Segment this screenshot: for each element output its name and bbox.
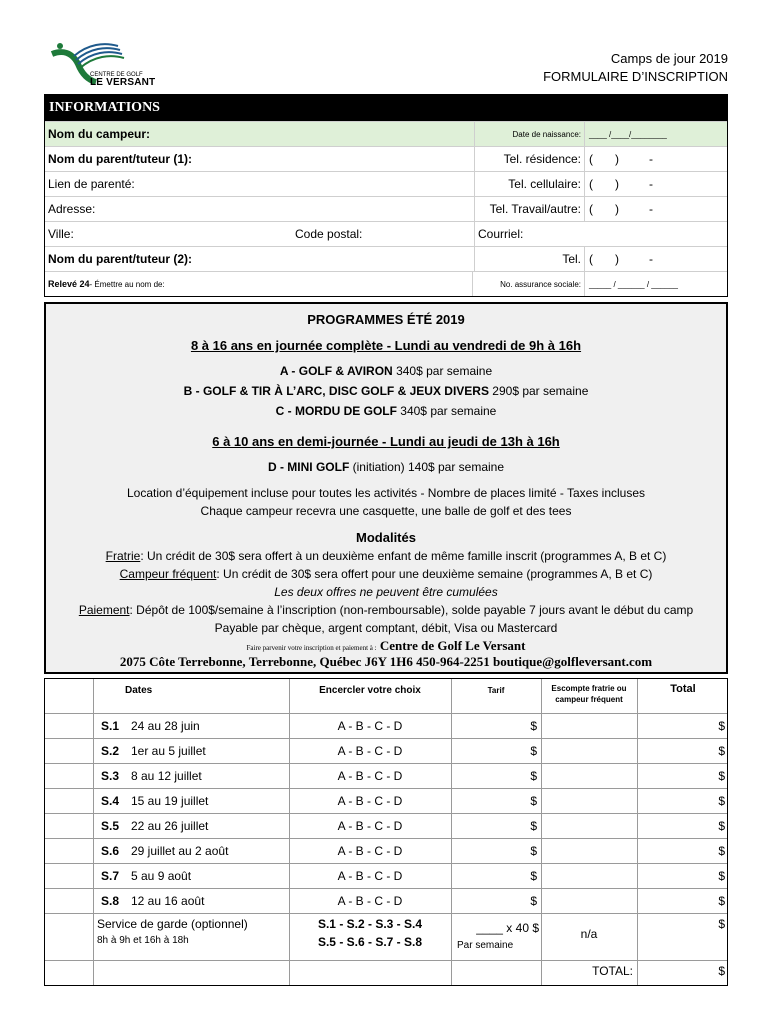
relation-row <box>45 171 727 196</box>
phone-dash: - <box>649 177 653 191</box>
tel-residence-label: Tel. résidence: <box>475 147 585 171</box>
week-code: S.5 <box>101 819 120 833</box>
payment-note <box>46 603 726 617</box>
phone-close-paren: ) <box>615 152 619 166</box>
week-dates: 1er au 5 juillet <box>131 744 206 758</box>
equipment-note: Location d’équipement incluse pour toutes les activités - Nombre de places limité - Taxes incluses <box>126 486 646 500</box>
address-row <box>45 196 727 221</box>
week-tarif[interactable]: $ <box>530 719 537 733</box>
sin-field[interactable]: _____ / ______ / ______ <box>589 279 678 289</box>
week-dates: 22 au 26 juillet <box>131 819 209 833</box>
program-choice[interactable]: A - B - C - D <box>337 719 403 733</box>
program-b <box>46 384 726 398</box>
frequent-note <box>46 567 726 581</box>
grand-total[interactable]: $ <box>718 964 725 978</box>
week-code: S.6 <box>101 844 120 858</box>
birth-date-field[interactable]: ____ /____/________ <box>589 129 667 139</box>
week-total[interactable]: $ <box>718 744 725 758</box>
week-code: S.4 <box>101 794 120 808</box>
week-total[interactable]: $ <box>718 844 725 858</box>
week-tarif[interactable]: $ <box>530 819 537 833</box>
tel-work-field[interactable] <box>585 197 727 221</box>
total-label: TOTAL: <box>592 964 633 978</box>
parent2-name-field[interactable]: Nom du parent/tuteur (2): <box>45 247 475 271</box>
logo-small-text: CENTRE DE GOLF <box>90 72 143 78</box>
program-a-price: 340$ par semaine <box>392 364 493 378</box>
garde-total[interactable]: $ <box>718 917 725 931</box>
garde-discount: n/a <box>580 927 598 941</box>
releve-label: Relevé 24 <box>48 279 90 289</box>
program-d-detail: (initiation) 140$ par semaine <box>349 460 505 474</box>
logo-big-text: LE VERSANT <box>90 77 156 88</box>
phone-dash: - <box>649 202 653 216</box>
week-dates: 8 au 12 juillet <box>131 769 202 783</box>
programs-title: PROGRAMMES ÉTÉ 2019 <box>307 312 465 327</box>
phone-close-paren: ) <box>615 202 619 216</box>
program-d-name: D - MINI GOLF <box>267 460 350 474</box>
week-tarif[interactable]: $ <box>530 869 537 883</box>
header-total: Total <box>670 683 696 695</box>
header-choice: Encercler votre choix <box>319 685 421 696</box>
program-a-name: A - GOLF & AVIRON <box>279 364 393 378</box>
garde-per-week: Par semaine <box>457 940 514 951</box>
phone-close-paren: ) <box>615 252 619 266</box>
garde-label: Service de garde (optionnel) <box>97 917 248 931</box>
city-row <box>45 221 727 246</box>
club-address: 2075 Côte Terrebonne, Terrebonne, Québec J6Y 1H6 450-964-2251 boutique@golfleversant.com <box>119 654 653 669</box>
tel-cell-label: Tel. cellulaire: <box>475 172 585 196</box>
week-total[interactable]: $ <box>718 719 725 733</box>
frequent-label: Campeur fréquent <box>119 567 217 581</box>
send-to-name: Centre de Golf Le Versant <box>376 638 526 653</box>
city-field[interactable]: Ville: <box>48 227 74 241</box>
phone-dash: - <box>649 152 653 166</box>
week-tarif[interactable]: $ <box>530 894 537 908</box>
parent1-name-field[interactable]: Nom du parent/tuteur (1): <box>45 147 475 171</box>
program-choice[interactable]: A - B - C - D <box>337 869 403 883</box>
week-total[interactable]: $ <box>718 894 725 908</box>
camper-name-row <box>45 121 727 146</box>
send-to-small: Faire parvenir votre inscription et paiement à : <box>246 644 377 652</box>
header-discount: Escompte fratrie ou campeur fréquent <box>551 684 627 704</box>
tel-field[interactable] <box>585 247 727 271</box>
week-tarif[interactable]: $ <box>530 769 537 783</box>
week-dates: 29 juillet au 2 août <box>131 844 229 858</box>
program-group-full-day: 8 à 16 ans en journée complète - Lundi au vendredi de 9h à 16h <box>190 338 582 353</box>
fratrie-note <box>46 549 726 563</box>
phone-dash: - <box>649 252 653 266</box>
parent2-row <box>45 246 727 271</box>
program-c-price: 340$ par semaine <box>396 404 497 418</box>
page-header <box>44 38 728 94</box>
releve-row <box>45 271 727 296</box>
phone-open-paren: ( <box>589 252 593 266</box>
phone-close-paren: ) <box>615 177 619 191</box>
form-title-year: Camps de jour 2019 <box>610 51 728 66</box>
information-section <box>44 94 728 297</box>
program-group-half-day: 6 à 10 ans en demi-journée - Lundi au jeudi de 13h à 16h <box>212 434 560 449</box>
week-tarif[interactable]: $ <box>530 744 537 758</box>
sin-label: No. assurance sociale: <box>473 272 585 296</box>
phone-open-paren: ( <box>589 202 593 216</box>
tel-label: Tel. <box>475 247 585 271</box>
week-total[interactable]: $ <box>718 769 725 783</box>
frequent-text: : Un crédit de 30$ sera offert pour une deuxième semaine (programmes A, B et C) <box>216 567 653 581</box>
programs-section <box>44 302 728 674</box>
releve-field[interactable] <box>45 272 473 296</box>
phone-open-paren: ( <box>589 152 593 166</box>
program-c-name: C - MORDU DE GOLF <box>275 404 397 418</box>
week-code: S.2 <box>101 744 120 758</box>
garde-weeks-1[interactable]: S.1 - S.2 - S.3 - S.4 <box>317 917 423 931</box>
header-dates: Dates <box>125 685 153 696</box>
no-cumul-note: Les deux offres ne peuvent être cumulées <box>274 585 498 599</box>
garde-hours: 8h à 9h et 16h à 18h <box>97 935 189 946</box>
gift-note: Chaque campeur recevra une casquette, une balle de golf et des tees <box>200 504 572 518</box>
week-total[interactable]: $ <box>718 794 725 808</box>
week-code: S.8 <box>101 894 120 908</box>
address-field[interactable]: Adresse: <box>45 197 475 221</box>
week-code: S.7 <box>101 869 120 883</box>
week-code: S.3 <box>101 769 120 783</box>
registration-table <box>44 678 728 986</box>
program-choice[interactable]: A - B - C - D <box>337 819 403 833</box>
program-choice[interactable]: A - B - C - D <box>337 844 403 858</box>
payment-label: Paiement <box>78 603 130 617</box>
tel-cell-field[interactable] <box>585 172 727 196</box>
week-total[interactable]: $ <box>718 819 725 833</box>
payable-note: Payable par chèque, argent comptant, débit, Visa ou Mastercard <box>214 621 558 635</box>
program-d <box>46 460 726 474</box>
week-tarif[interactable]: $ <box>530 844 537 858</box>
information-heading: INFORMATIONS <box>45 95 727 121</box>
garde-tarif[interactable]: ____ x 40 $ <box>476 921 539 935</box>
modalites-heading: Modalités <box>356 530 416 545</box>
payment-text: : Dépôt de 100$/semaine à l’inscription (non-remboursable), solde payable 7 jours avant le début du camp <box>129 603 694 617</box>
week-code: S.1 <box>101 719 120 733</box>
tel-work-label: Tel. Travail/autre: <box>475 197 585 221</box>
program-b-name: B - GOLF & TIR À L’ARC, DISC GOLF & JEUX DIVERS <box>183 384 489 398</box>
program-choice[interactable]: A - B - C - D <box>337 744 403 758</box>
program-c <box>46 404 726 418</box>
week-total[interactable]: $ <box>718 869 725 883</box>
phone-open-paren: ( <box>589 177 593 191</box>
header-tarif: Tarif <box>487 686 505 695</box>
program-b-price: 290$ par semaine <box>488 384 589 398</box>
camper-name-field[interactable]: Nom du campeur: <box>45 122 475 146</box>
birth-date-label: Date de naissance: <box>475 122 585 146</box>
program-choice[interactable]: A - B - C - D <box>337 769 403 783</box>
parent1-row <box>45 146 727 171</box>
week-tarif[interactable]: $ <box>530 794 537 808</box>
golf-club-logo <box>48 40 168 90</box>
week-dates: 12 au 16 août <box>131 894 205 908</box>
relation-field[interactable]: Lien de parenté: <box>45 172 475 196</box>
week-dates: 24 au 28 juin <box>131 719 200 733</box>
email-field[interactable]: Courriel: <box>478 227 524 241</box>
releve-note: - Émettre au nom de: <box>89 279 165 289</box>
program-choice[interactable]: A - B - C - D <box>337 794 403 808</box>
program-a <box>46 364 726 378</box>
week-dates: 15 au 19 juillet <box>131 794 209 808</box>
form-title: FORMULAIRE D’INSCRIPTION <box>543 69 728 84</box>
fratrie-text: : Un crédit de 30$ sera offert à un deuxième enfant de même famille inscrit (programmes A, B et C) <box>140 549 667 563</box>
garde-weeks-2[interactable]: S.5 - S.6 - S.7 - S.8 <box>317 935 423 949</box>
fratrie-label: Fratrie <box>105 549 141 563</box>
postal-code-field[interactable]: Code postal: <box>295 227 363 241</box>
send-to-line <box>46 638 726 654</box>
program-choice[interactable]: A - B - C - D <box>337 894 403 908</box>
tel-residence-field[interactable] <box>585 147 727 171</box>
week-dates: 5 au 9 août <box>131 869 192 883</box>
